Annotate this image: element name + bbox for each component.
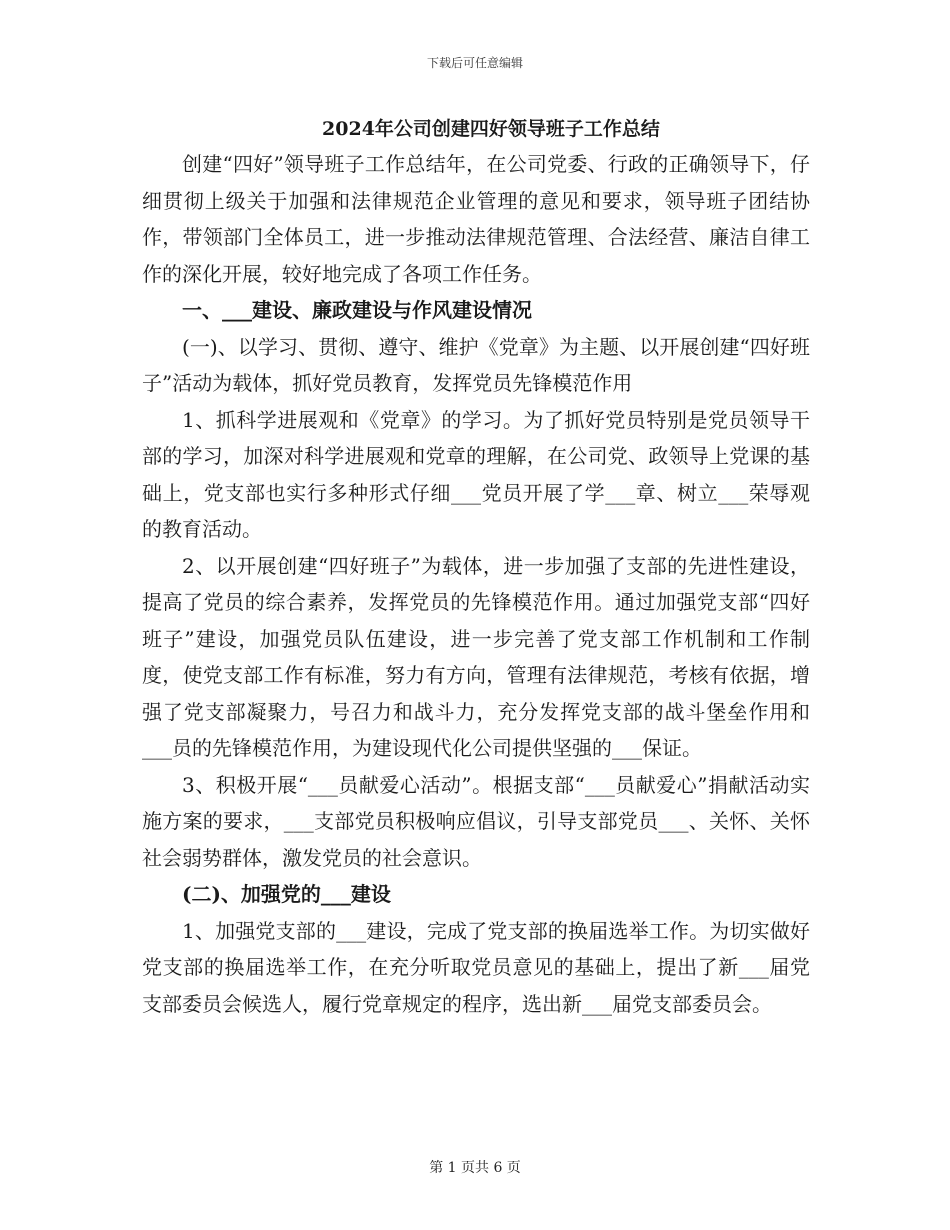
paragraph-item-2: 2、以开展创建“四好班子”为载体，进一步加强了支部的先进性建设，提高了党员的综合素养，发挥党员的先锋模范作用。通过加强党支部“四好班子”建设，加强党员队伍建设，进一步完善了党支部工作机制和工作制度，使党支部工作有标准，努力有方向，管理有法律规范，考核有依据，增强了党支部凝聚力，号召力和战斗力，充分发挥党支部的战斗堡垒作用和___员的先锋模范作用，为建设现代化公司提供坚强的___保证。	[142, 553, 810, 760]
paragraph-item-1: 1、抓科学进展观和《党章》的学习。为了抓好党员特别是党员领导干部的学习，加深对科学进展观和党章的理解，在公司党、政领导上党课的基础上，党支部也实行多种形式仔细___党员开展了学___章、树立___荣辱观的教育活动。	[142, 407, 810, 541]
document-title: 2024年公司创建四好领导班子工作总结	[322, 118, 660, 140]
paragraph-item-3: 3、积极开展“___员献爱心活动”。根据支部“___员献爱心”捐献活动实施方案的要求，___支部党员积极响应倡议，引导支部党员___、关怀、关怀社会弱势群体，激发党员的社会意识。	[142, 772, 810, 870]
document-body	[142, 106, 810, 1022]
paragraph-intro: 创建“四好”领导班子工作总结年，在公司党委、行政的正确领导下，仔细贯彻上级关于加强和法律规范企业管理的意见和要求，领导班子团结协作，带领部门全体员工，进一步推动法律规范管理、合法经营、廉洁自律工作的深化开展，较好地完成了各项工作任务。	[142, 152, 810, 286]
subsection-heading-1: (一)、以学习、贯彻、遵守、维护《党章》为主题、以开展创建“四好班子”活动为载体，抓好党员教育，发挥党员先锋模范作用	[142, 334, 810, 395]
header-note: 下载后可任意编辑	[426, 56, 523, 70]
page-number: 第 1 页共 6 页	[429, 1160, 521, 1176]
subsection-heading-2: (二)、加强党的___建设	[182, 882, 391, 906]
paragraph-item-4: 1、加强党支部的___建设，完成了党支部的换届选举工作。为切实做好党支部的换届选举工作，在充分听取党员意见的基础上，提出了新___届党支部委员会候选人，履行党章规定的程序，选出新___届党支部委员会。	[142, 918, 810, 1016]
section-heading-1: 一、___建设、廉政建设与作风建设情况	[182, 298, 532, 322]
